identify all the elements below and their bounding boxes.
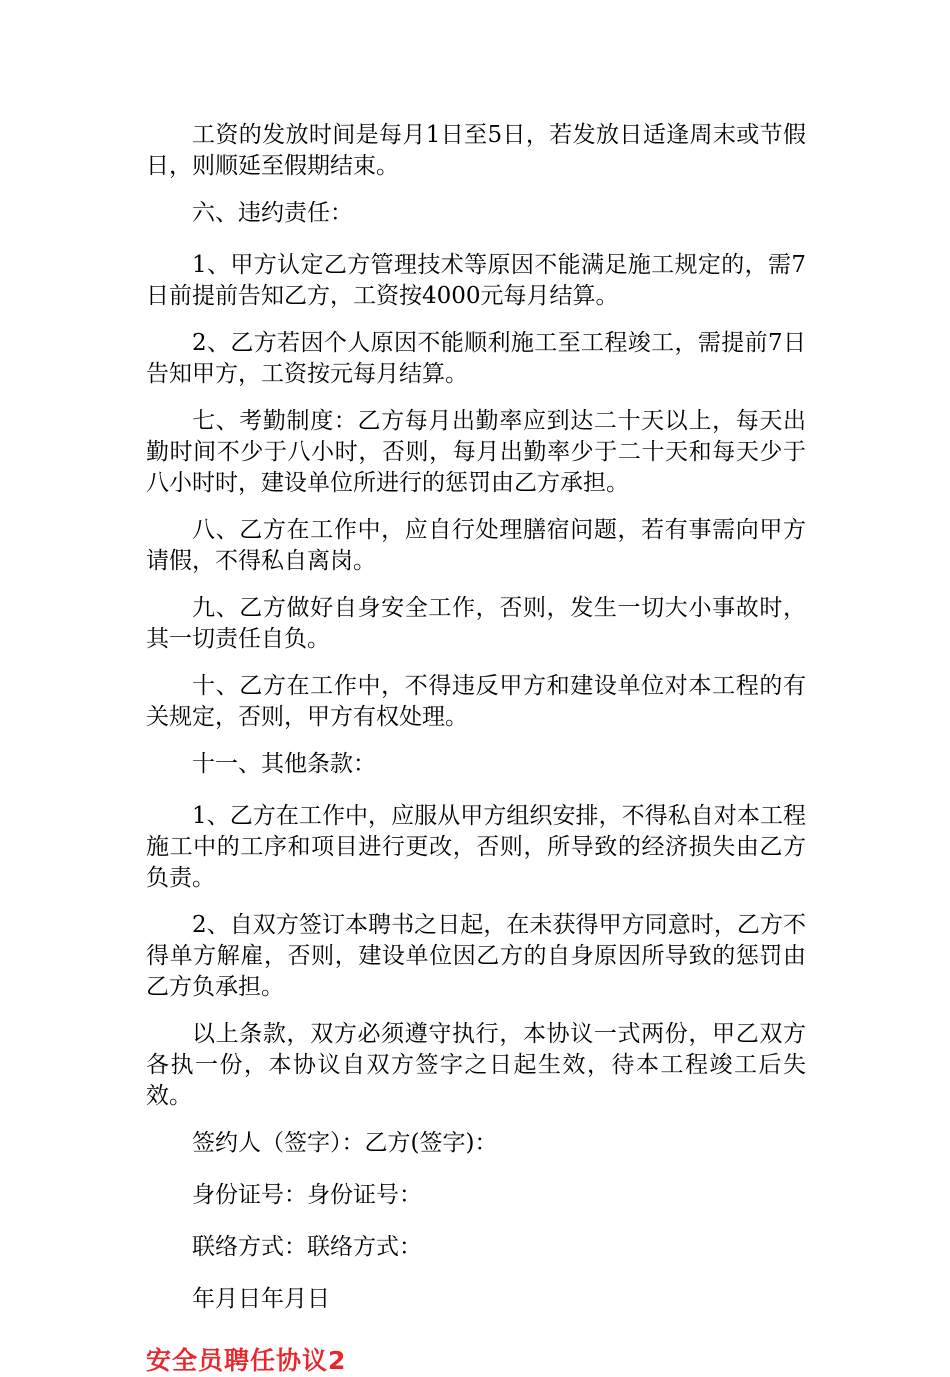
paragraph-safety: 九、乙方做好自身安全工作，否则，发生一切大小事故时，其一切责任自负。 <box>146 595 806 652</box>
paragraph-salary-date: 工资的发放时间是每月1日至5日，若发放日适逢周末或节假日，则顺延至假期结束。 <box>146 122 806 179</box>
paragraph-breach-2: 2、乙方若因个人原因不能顺利施工至工程竣工，需提前7日告知甲方，工资按元每月结算。 <box>146 330 806 387</box>
next-agreement-heading: 安全员聘任协议2 <box>146 1346 347 1375</box>
paragraph-attendance: 七、考勤制度：乙方每月出勤率应到达二十天以上，每天出勤时间不少于八小时，否则，每月出勤率少于二十天和每天少于八小时时，建设单位所进行的惩罚由乙方承担。 <box>146 408 806 496</box>
paragraph-board-leave: 八、乙方在工作中，应自行处理膳宿问题，若有事需向甲方请假，不得私自离岗。 <box>146 517 806 574</box>
document-page <box>146 120 806 1377</box>
section-heading-other: 十一、其他条款： <box>192 751 376 777</box>
paragraph-closing: 以上条款，双方必须遵守执行，本协议一式两份，甲乙双方各执一份，本协议自双方签字之日起生效，待本工程竣工后失效。 <box>146 1021 806 1109</box>
signature-line: 签约人（签字）：乙方(签字)： <box>192 1130 498 1156</box>
contact-line: 联络方式：联络方式： <box>192 1234 422 1260</box>
paragraph-other-2: 2、自双方签订本聘书之日起，在未获得甲方同意时，乙方不得单方解雇，否则，建设单位因乙方的自身原因所导致的惩罚由乙方负承担。 <box>146 912 806 1000</box>
paragraph-rules: 十、乙方在工作中，不得违反甲方和建设单位对本工程的有关规定，否则，甲方有权处理。 <box>146 673 806 730</box>
date-line: 年月日年月日 <box>192 1286 330 1312</box>
paragraph-breach-1: 1、甲方认定乙方管理技术等原因不能满足施工规定的，需7日前提前告知乙方，工资按4000元每月结算。 <box>146 252 806 309</box>
section-heading-breach: 六、违约责任： <box>192 200 353 226</box>
id-number-line: 身份证号：身份证号： <box>192 1182 422 1208</box>
paragraph-other-1: 1、乙方在工作中，应服从甲方组织安排，不得私自对本工程施工中的工序和项目进行更改，否则，所导致的经济损失由乙方负责。 <box>146 803 806 891</box>
